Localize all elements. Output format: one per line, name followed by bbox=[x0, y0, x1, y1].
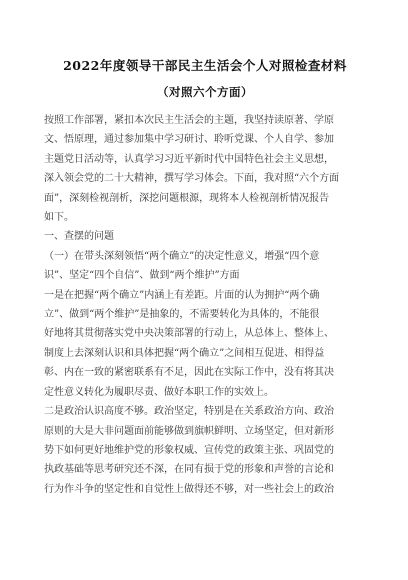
text-line: 识”、坚定“四个自信”、做到“两个维护”方面 bbox=[44, 270, 240, 282]
text-line: 制度上去深刻认识和具体把握“两个确立”之间相互促进、相得益 bbox=[44, 347, 325, 359]
text-line: 一、查摆的问题 bbox=[44, 231, 114, 243]
text-line: 定性意义转化为履职尽责、做好本职工作的实效上。 bbox=[44, 386, 274, 398]
text-line: 如下。 bbox=[44, 212, 74, 224]
text-line: 势下如何更好地维护党的形象权威、宣传党的政策主张、巩固党的 bbox=[44, 444, 334, 456]
document-subtitle: （对照六个方面） bbox=[157, 85, 253, 99]
text-line: 面”，深刻检视剖析，深挖问题根源，现将本人检视剖析情况报告 bbox=[44, 192, 330, 204]
text-line: 按照工作部署，紧扣本次民主生活会的主题，我坚持读原著、学原 bbox=[44, 115, 334, 126]
text-line: 主题党日活动等，认真学习习近平新时代中国特色社会主义思想， bbox=[44, 153, 334, 165]
text-line: （一）在带头深刻领悟“两个确立”的决定性意义，增强“四个意 bbox=[44, 250, 320, 262]
paragraph-intro bbox=[44, 111, 366, 227]
document-title: 2022年度领导干部民主生活会个人对照检查材料 bbox=[63, 58, 347, 73]
subsection-heading bbox=[44, 247, 366, 286]
text-line: 立”、做到“两个维护”是抽象的，不需要转化为具体的，不能很 bbox=[44, 309, 320, 321]
text-line: 原则的大是大非问题面前能够做到旗帜鲜明、立场坚定，但对新形 bbox=[44, 425, 334, 437]
text-line: 彰、内在一致的紧密联系有不足，因此在实际工作中，没有将其决 bbox=[44, 367, 334, 379]
text-line: 好地将其贯彻落实党中央决策部署的行动上，从总体上、整体上、 bbox=[44, 328, 334, 340]
text-line: 深入领会党的二十大精神，撰写学习体会。下面，我对照“六个方面 bbox=[44, 173, 340, 185]
paragraph-point-2 bbox=[44, 402, 366, 499]
section-heading bbox=[44, 227, 366, 246]
text-line: 一是在把握“两个确立”内涵上有差距。片面的认为拥护“两个确 bbox=[44, 289, 320, 301]
text-line: 二是政治认识高度不够。政治坚定，特别是在关系政治方向、政治 bbox=[44, 406, 334, 418]
text-line: 执政基础等思考研究还不深，在同有损于党的形象和声誉的言论和 bbox=[44, 464, 334, 476]
text-line: 文、悟原理，通过参加集中学习研讨、聆听党课、个人自学、参加 bbox=[44, 134, 334, 146]
text-line: 行为作斗争的坚定性和自觉性上做得还不够，对一些社会上的政治 bbox=[44, 483, 334, 495]
paragraph-point-1 bbox=[44, 286, 366, 402]
